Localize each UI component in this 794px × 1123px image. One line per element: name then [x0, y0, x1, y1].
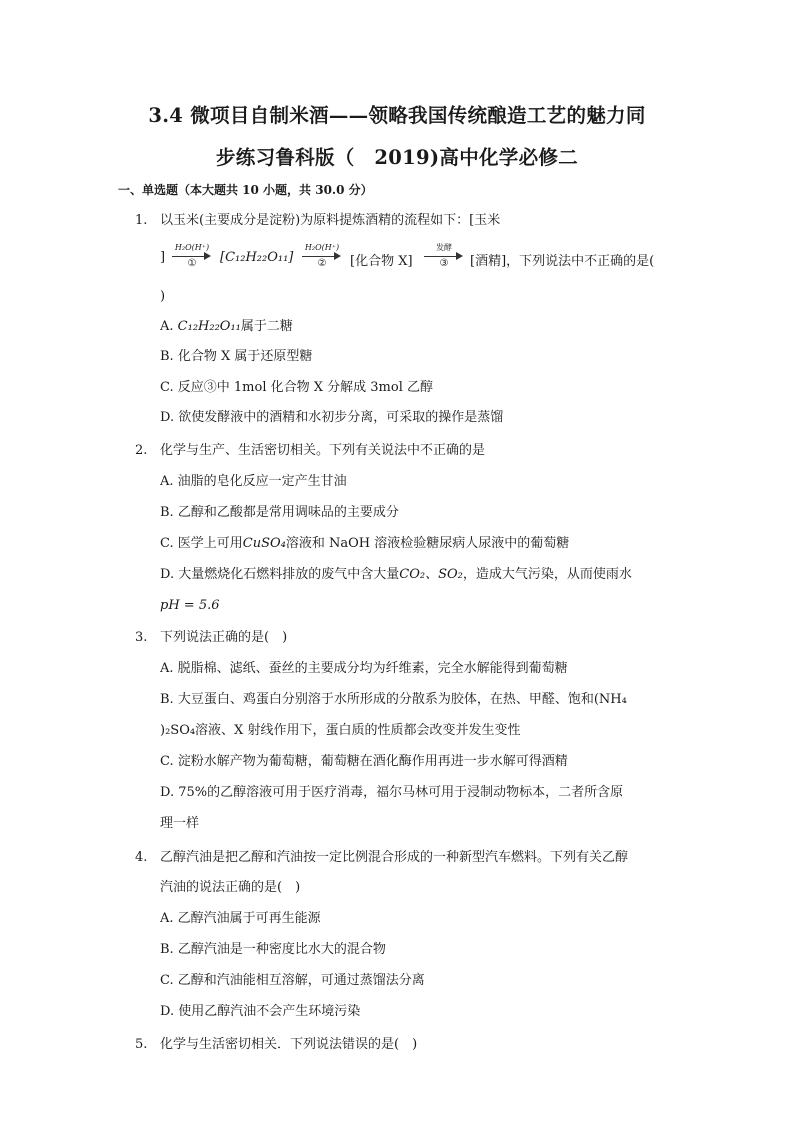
option-c: [160, 972, 425, 990]
option-c: [160, 753, 568, 771]
option-text: 乙醇和乙酸都是常用调味品的主要成分: [177, 505, 399, 520]
option-letter: A.: [160, 911, 174, 926]
option-a: [160, 910, 321, 928]
option-letter: C.: [160, 380, 174, 395]
option-text: 脱脂棉、滤纸、蚕丝的主要成分均为纤维素，完全水解能得到葡萄糖: [177, 661, 568, 676]
reaction-flow: [160, 243, 680, 273]
option-letter: A.: [160, 319, 174, 334]
option-text: 乙醇汽油属于可再生能源: [177, 911, 321, 926]
question-number: 3.: [135, 630, 148, 645]
question-stem: 化学与生活密切相关．下列说法错误的是( ): [160, 1037, 418, 1052]
option-letter: B.: [160, 505, 174, 520]
option-d-continuation: 理一样: [160, 816, 200, 831]
option-text: 乙醇和汽油能相互溶解，可通过蒸馏法分离: [177, 973, 425, 988]
option-a: [160, 473, 347, 491]
reaction-arrow-3: [422, 243, 466, 273]
option-letter: B.: [160, 942, 174, 957]
question-number: 1.: [135, 213, 148, 228]
chemical-formula: C₁₂H₂₂O₁₁: [177, 319, 241, 334]
option-d: [160, 1003, 360, 1021]
question-number: 4.: [135, 850, 148, 865]
option-b: [160, 691, 627, 709]
question-number: 5.: [135, 1037, 148, 1052]
option-d: [160, 409, 503, 427]
option-letter: B.: [160, 692, 174, 707]
option-text-pre: 医学上可用: [177, 536, 243, 551]
option-text: 属于二糖: [240, 319, 293, 334]
option-text: 化合物 X 属于还原型糖: [177, 349, 313, 364]
option-text: 反应③中 1mol 化合物 X 分解成 3mol 乙醇: [177, 380, 433, 395]
question-stem-continuation: 汽油的说法正确的是( ): [160, 880, 301, 895]
section-header: 一、单选题（本大题共 10 小题，共 30.0 分）: [118, 183, 373, 197]
option-letter: B.: [160, 349, 174, 364]
option-letter: D.: [160, 1004, 175, 1019]
option-text: 75%的乙醇溶液可用于医疗消毒，福尔马林可用于浸制动物标本，二者所含原: [178, 785, 624, 800]
option-text: 大豆蛋白、鸡蛋白分别溶于水所形成的分散系为胶体，在热、甲醛、饱和(NH₄: [177, 692, 627, 707]
option-letter: D.: [160, 410, 175, 425]
arrow-step-number: ②: [317, 258, 327, 269]
question-number: 2.: [135, 443, 148, 458]
reaction-arrow-2: [300, 243, 344, 273]
option-b: [160, 348, 312, 366]
arrow-step-number: ③: [439, 258, 449, 269]
option-letter: D.: [160, 785, 175, 800]
option-b: [160, 504, 399, 522]
arrow-label: H₂O(H⁺): [174, 243, 210, 252]
flow-intermediate-2: [化合物 X]: [350, 254, 413, 269]
question-stem: 下列说法正确的是( ): [160, 630, 288, 645]
option-text: 使用乙醇汽油不会产生环境污染: [178, 1004, 361, 1019]
document-title-line2: 步练习鲁科版（ 2019)高中化学必修二: [216, 146, 578, 169]
question-stem: 乙醇汽油是把乙醇和汽油按一定比例混合形成的一种新型汽车燃料。下列有关乙醇: [160, 850, 629, 865]
option-letter: C.: [160, 973, 174, 988]
chemical-formula: CO₂、SO₂: [399, 567, 463, 582]
option-text-pre: 大量燃烧化石燃料排放的废气中含大量: [178, 567, 400, 582]
arrow-step-number: ①: [187, 258, 197, 269]
flow-end: [酒精]，下列说法中不正确的是(: [470, 254, 655, 269]
arrow-label: H₂O(H⁺): [304, 243, 340, 252]
option-letter: D.: [160, 567, 175, 582]
option-letter: A.: [160, 661, 174, 676]
arrow-shaft: [302, 256, 336, 257]
option-letter: C.: [160, 536, 174, 551]
flow-start: ]: [160, 250, 166, 265]
option-text: 欲使发酵液中的酒精和水初步分离，可采取的操作是蒸馏: [178, 410, 504, 425]
reaction-arrow-1: [170, 243, 214, 273]
option-d: [160, 784, 623, 802]
option-a: [160, 318, 293, 336]
option-letter: A.: [160, 474, 174, 489]
option-text-post: 溶液和 NaOH 溶液检验糖尿病人尿液中的葡萄糖: [285, 536, 570, 551]
chemical-formula: CuSO₄: [242, 536, 286, 551]
question-stem-tail: ): [160, 289, 166, 304]
arrow-shaft: [172, 256, 206, 257]
option-b-continuation: )₂SO₄溶液、X 射线作用下，蛋白质的性质都会改变并发生变性: [160, 723, 521, 738]
question-stem: 以玉米(主要成分是淀粉)为原料提炼酒精的流程如下：[玉米: [160, 213, 501, 228]
option-d: [160, 566, 632, 584]
option-text: 淀粉水解产物为葡萄糖，葡萄糖在酒化酶作用再进一步水解可得酒精: [177, 754, 568, 769]
option-a: [160, 660, 568, 678]
option-c: [160, 535, 569, 553]
option-text-post: ，造成大气污染，从而使雨水: [462, 567, 632, 582]
document-title-line1: 3.4 微项目自制米酒——领略我国传统酿造工艺的魅力同: [148, 104, 646, 127]
option-letter: C.: [160, 754, 174, 769]
question-stem: 化学与生产、生活密切相关。下列有关说法中不正确的是: [160, 443, 486, 458]
option-c: [160, 379, 433, 397]
arrow-label: 发酵: [436, 243, 452, 252]
option-text: 乙醇汽油是一种密度比水大的混合物: [177, 942, 386, 957]
option-d-continuation: pH = 5.6: [160, 598, 220, 613]
arrow-shaft: [424, 256, 458, 257]
option-text: 油脂的皂化反应一定产生甘油: [177, 474, 347, 489]
flow-intermediate-1: [C₁₂H₂₂O₁₁]: [220, 250, 294, 265]
option-b: [160, 941, 386, 959]
